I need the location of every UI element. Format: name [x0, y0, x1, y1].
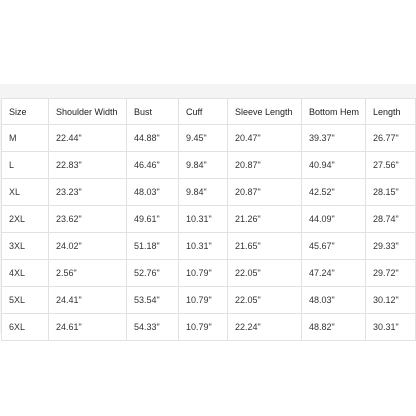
- header-size: Size: [2, 99, 49, 125]
- cell-bottom-hem: 40.94": [302, 152, 366, 179]
- cell-shoulder-width: 24.61": [49, 314, 127, 341]
- header-length: Length: [366, 99, 416, 125]
- cell-length: 28.15": [366, 179, 416, 206]
- cell-size: XL: [2, 179, 49, 206]
- header-bust: Bust: [127, 99, 179, 125]
- cell-size: 5XL: [2, 287, 49, 314]
- table-row: [2, 287, 416, 314]
- cell-length: 28.74": [366, 206, 416, 233]
- cell-length: 30.31": [366, 314, 416, 341]
- cell-length: 30.12": [366, 287, 416, 314]
- cell-size: 6XL: [2, 314, 49, 341]
- size-chart-header: [2, 99, 416, 125]
- cell-shoulder-width: 22.44": [49, 125, 127, 152]
- cell-length: 29.33": [366, 233, 416, 260]
- cell-size: M: [2, 125, 49, 152]
- cell-bust: 49.61": [127, 206, 179, 233]
- cell-sleeve-length: 20.87": [228, 179, 302, 206]
- table-row: [2, 125, 416, 152]
- cell-cuff: 9.84": [179, 152, 228, 179]
- header-shoulder-width: Shoulder Width: [49, 99, 127, 125]
- cell-sleeve-length: 21.65": [228, 233, 302, 260]
- cell-cuff: 10.79": [179, 260, 228, 287]
- cell-cuff: 10.79": [179, 287, 228, 314]
- cell-size: 4XL: [2, 260, 49, 287]
- cell-bottom-hem: 45.67": [302, 233, 366, 260]
- cell-shoulder-width: 2.56": [49, 260, 127, 287]
- table-row: [2, 314, 416, 341]
- table-row: [2, 260, 416, 287]
- cell-bottom-hem: 47.24": [302, 260, 366, 287]
- table-row: [2, 179, 416, 206]
- cell-bust: 48.03": [127, 179, 179, 206]
- cell-sleeve-length: 22.05": [228, 287, 302, 314]
- cell-bottom-hem: 42.52": [302, 179, 366, 206]
- cell-sleeve-length: 21.26": [228, 206, 302, 233]
- cell-cuff: 9.45": [179, 125, 228, 152]
- cell-shoulder-width: 23.62": [49, 206, 127, 233]
- header-sleeve-length: Sleeve Length: [228, 99, 302, 125]
- cell-sleeve-length: 22.05": [228, 260, 302, 287]
- cell-length: 27.56": [366, 152, 416, 179]
- header-row: [2, 99, 416, 125]
- cell-bottom-hem: 48.82": [302, 314, 366, 341]
- table-row: [2, 152, 416, 179]
- size-chart-body: [2, 125, 416, 341]
- cell-cuff: 10.31": [179, 233, 228, 260]
- cell-bust: 51.18": [127, 233, 179, 260]
- cell-bust: 44.88": [127, 125, 179, 152]
- cell-bust: 54.33": [127, 314, 179, 341]
- cell-size: L: [2, 152, 49, 179]
- cell-bottom-hem: 39.37": [302, 125, 366, 152]
- cell-sleeve-length: 20.47": [228, 125, 302, 152]
- cell-length: 29.72": [366, 260, 416, 287]
- size-chart-table: [1, 98, 416, 341]
- cell-bust: 52.76": [127, 260, 179, 287]
- cell-size: 3XL: [2, 233, 49, 260]
- cell-sleeve-length: 22.24": [228, 314, 302, 341]
- cell-bust: 53.54": [127, 287, 179, 314]
- cell-cuff: 9.84": [179, 179, 228, 206]
- table-row: [2, 233, 416, 260]
- header-cuff: Cuff: [179, 99, 228, 125]
- header-bottom-hem: Bottom Hem: [302, 99, 366, 125]
- table-row: [2, 206, 416, 233]
- cell-shoulder-width: 24.41": [49, 287, 127, 314]
- cell-bust: 46.46": [127, 152, 179, 179]
- cell-shoulder-width: 24.02": [49, 233, 127, 260]
- cell-shoulder-width: 23.23": [49, 179, 127, 206]
- cell-cuff: 10.79": [179, 314, 228, 341]
- cell-bottom-hem: 44.09": [302, 206, 366, 233]
- cell-cuff: 10.31": [179, 206, 228, 233]
- cell-sleeve-length: 20.87": [228, 152, 302, 179]
- cell-shoulder-width: 22.83": [49, 152, 127, 179]
- cell-bottom-hem: 48.03": [302, 287, 366, 314]
- cell-length: 26.77": [366, 125, 416, 152]
- cell-size: 2XL: [2, 206, 49, 233]
